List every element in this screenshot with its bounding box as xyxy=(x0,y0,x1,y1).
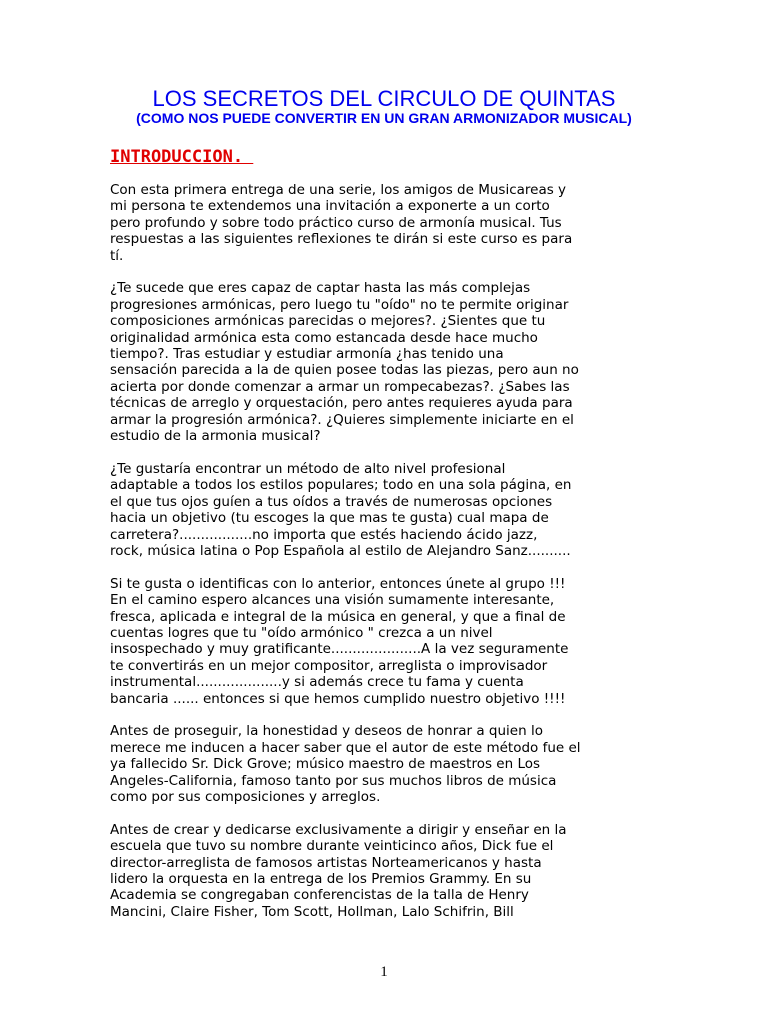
text-line: bancaria ...... entonces si que hemos cumplido nuestro objetivo !!!! xyxy=(110,690,566,707)
text-line: Si te gusta o identificas con lo anterior, entonces únete al grupo !!! xyxy=(110,575,566,592)
text-line: rock, música latina o Pop Española al estilo de Alejandro Sanz.......... xyxy=(110,542,571,559)
text-line: ¿Te sucede que eres capaz de captar hasta las más complejas xyxy=(110,280,531,297)
paragraph-3 xyxy=(110,461,670,559)
text-line: sensación parecida a la de quien posee todas las piezas, pero aun no xyxy=(110,362,579,379)
text-line: armar la progresión armónica?. ¿Quieres simplemente iniciarte en el xyxy=(110,411,574,428)
text-line: técnicas de arreglo y orquestación, pero antes requieres ayuda para xyxy=(110,395,573,412)
text-line: mi persona te extendemos una invitación a exponerte a un corto xyxy=(110,198,550,215)
text-line: carretera?.................no importa que estés haciendo ácido jazz, xyxy=(110,526,538,543)
text-line: merece me inducen a hacer saber que el autor de este método fue el xyxy=(110,739,581,756)
text-line: Mancini, Claire Fisher, Tom Scott, Hollman, Lalo Schifrin, Bill xyxy=(110,903,514,920)
text-line: pero profundo y sobre todo práctico curso de armonía musical. Tus xyxy=(110,214,562,231)
text-line: escuela que tuvo su nombre durante veinticinco años, Dick fue el xyxy=(110,838,554,855)
text-line: Antes de proseguir, la honestidad y deseos de honrar a quien lo xyxy=(110,723,543,740)
document-subtitle: (COMO NOS PUEDE CONVERTIR EN UN GRAN ARMONIZADOR MUSICAL) xyxy=(136,110,632,126)
text-line: lidero la orquesta en la entrega de los Premios Grammy. En su xyxy=(110,870,532,887)
page-number: 1 xyxy=(380,964,388,980)
text-line: tí. xyxy=(110,247,124,264)
text-line: acierta por donde comenzar a armar un rompecabezas?. ¿Sabes las xyxy=(110,378,570,395)
text-line: director-arreglista de famosos artistas Norteamericanos y hasta xyxy=(110,854,542,871)
text-line: respuestas a las siguientes reflexiones te dirán si este curso es para xyxy=(110,231,573,248)
text-line: ya fallecido Sr. Dick Grove; músico maestro de maestros en Los xyxy=(110,756,541,773)
text-line: En el camino espero alcances una visión sumamente interesante, xyxy=(110,592,555,609)
text-line: fresca, aplicada e integral de la música en general, y que a final de xyxy=(110,608,566,625)
paragraph-5 xyxy=(110,723,670,805)
paragraph-6 xyxy=(110,822,670,920)
text-line: Academia se congregaban conferencistas de la talla de Henry xyxy=(110,887,529,904)
text-line: Angeles-California, famoso tanto por sus muchos libros de música xyxy=(110,772,557,789)
section-heading: INTRODUCCION. xyxy=(110,147,254,167)
text-line: cuentas logres que tu "oído armónico " crezca a un nivel xyxy=(110,624,493,641)
text-line: adaptable a todos los estilos populares; todo en una sola página, en xyxy=(110,477,572,494)
paragraph-2 xyxy=(110,280,670,444)
text-line: ¿Te gustaría encontrar un método de alto nivel profesional xyxy=(110,460,506,477)
text-line: el que tus ojos guíen a tus oídos a través de numerosas opciones xyxy=(110,493,553,510)
document-title: LOS SECRETOS DEL CIRCULO DE QUINTAS xyxy=(152,86,616,111)
text-line: progresiones armónicas, pero luego tu "oído" no te permite originar xyxy=(110,296,569,313)
paragraph-4 xyxy=(110,576,670,707)
text-line: Antes de crear y dedicarse exclusivamente a dirigir y enseñar en la xyxy=(110,821,567,838)
text-line: insospechado y muy gratificante.....................A la vez seguramente xyxy=(110,641,569,658)
text-line: tiempo?. Tras estudiar y estudiar armonía ¿has tenido una xyxy=(110,346,504,363)
text-line: como por sus composiciones y arreglos. xyxy=(110,788,381,805)
text-line: te convertirás en un mejor compositor, arreglista o improvisador xyxy=(110,657,548,674)
text-line: hacia un objetivo (tu escoges la que mas te gusta) cual mapa de xyxy=(110,510,549,527)
paragraph-1 xyxy=(110,182,670,264)
text-line: estudio de la armonia musical? xyxy=(110,428,321,445)
text-line: originalidad armónica esta como estancada desde hace mucho xyxy=(110,329,538,346)
text-line: instrumental....................y si además crece tu fama y cuenta xyxy=(110,674,524,691)
text-line: composiciones armónicas parecidas o mejores?. ¿Sientes que tu xyxy=(110,313,546,330)
document-body xyxy=(110,182,670,937)
text-line: Con esta primera entrega de una serie, los amigos de Musicareas y xyxy=(110,182,567,198)
